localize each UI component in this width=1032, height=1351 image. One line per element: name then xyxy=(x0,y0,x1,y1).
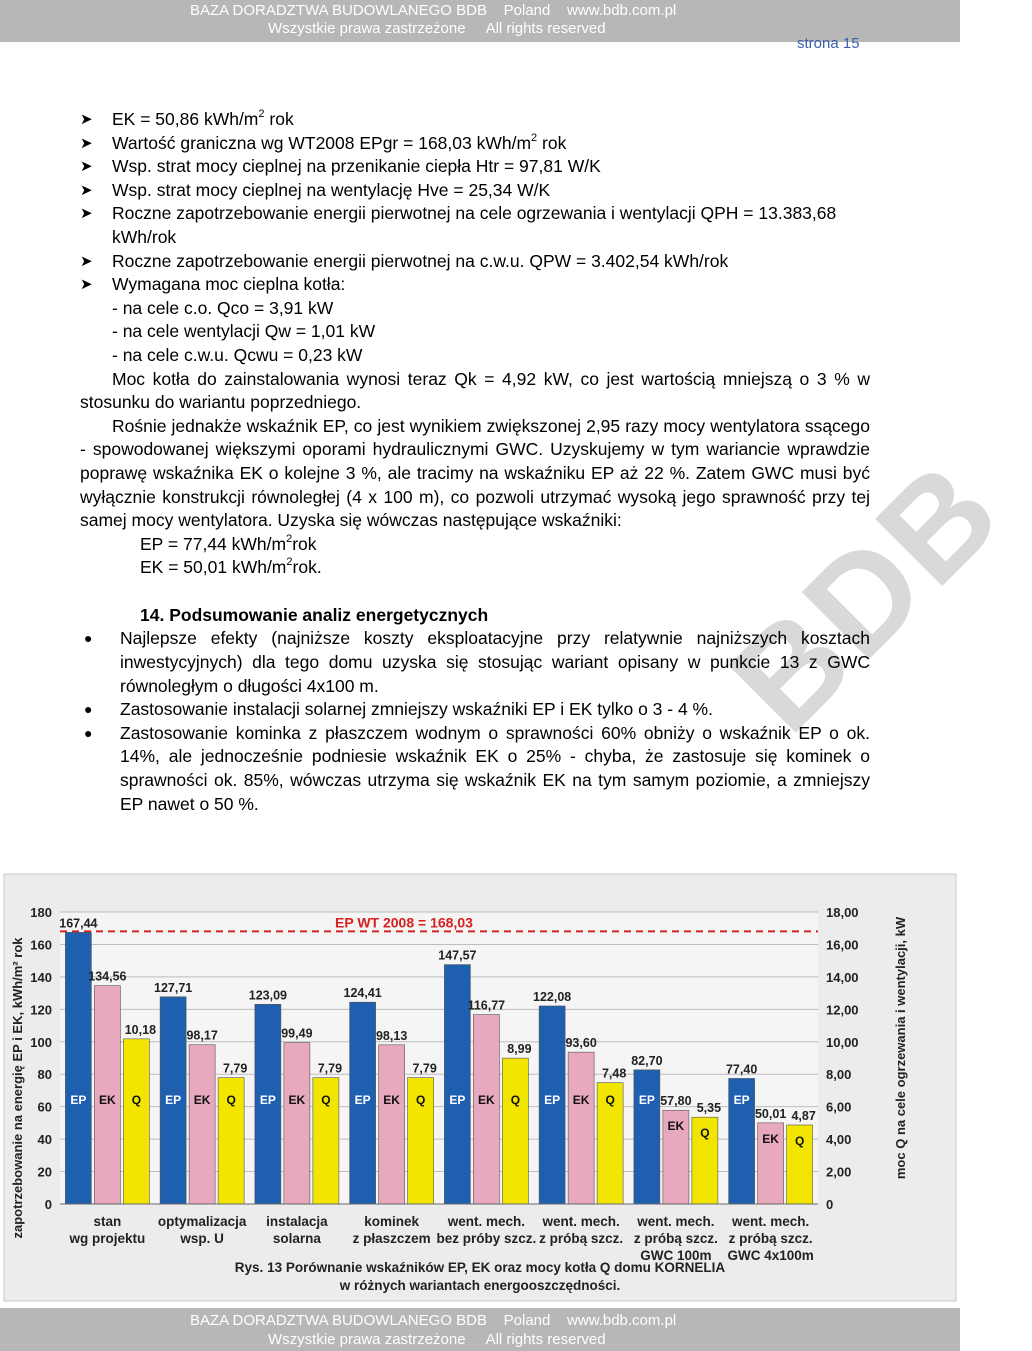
bar-ek xyxy=(284,1043,310,1204)
arrow-bullet-icon: ➤ xyxy=(80,181,93,199)
category-label: instalacja xyxy=(266,1214,328,1229)
y2-axis-label: moc Q na cele ogrzewania i wentylacji, kW xyxy=(893,916,908,1180)
data-label: 82,70 xyxy=(631,1053,663,1068)
bar-series-label: EP xyxy=(544,1093,561,1107)
bar-q xyxy=(502,1058,528,1204)
y-axis-label: zapotrzebowanie na energię EP i EK, kWh/m² rok xyxy=(10,937,25,1239)
data-label: 99,49 xyxy=(281,1026,313,1041)
bar-series-label: EK xyxy=(193,1093,211,1107)
data-label: 7,79 xyxy=(412,1061,437,1076)
y-tick-label: 100 xyxy=(30,1034,52,1050)
arrow-bullet-icon: ➤ xyxy=(80,158,93,176)
y2-tick-label: 6,00 xyxy=(826,1099,852,1115)
bar-series-label: EP xyxy=(638,1093,655,1107)
data-label: 7,48 xyxy=(601,1066,627,1081)
y2-tick-label: 10,00 xyxy=(826,1034,859,1050)
y2-tick-label: 14,00 xyxy=(826,969,859,985)
bar-series-label: EP xyxy=(733,1093,750,1107)
document-body xyxy=(80,108,870,816)
data-label: 4,87 xyxy=(791,1108,816,1123)
bar-series-label: EP xyxy=(354,1093,371,1107)
bar-series-label: Q xyxy=(794,1133,805,1148)
y2-tick-label: 12,00 xyxy=(826,1002,859,1018)
sub-line: - na cele wentylacji Qw = 1,01 kW xyxy=(112,321,376,342)
figure-caption: Rys. 13 Porównanie wskaźników EP, EK oraz mocy kotła Q domu KORNELIA xyxy=(234,1260,726,1275)
category-label: stan xyxy=(93,1214,122,1229)
arrow-bullet-icon: ➤ xyxy=(80,134,93,152)
list-item: ➤ Wartość graniczna wg WT2008 EPgr = 168,03 kWh/$m^2$ rok xyxy=(80,132,870,156)
data-label: 167,44 xyxy=(59,916,98,931)
category-label: z płaszczem xyxy=(352,1231,431,1246)
list-item: ➤ Wsp. strat mocy cieplnej na przenikanie ciepła Htr = 97,81 W/K xyxy=(80,155,870,179)
category-label: GWC 100m xyxy=(640,1248,712,1263)
list-item: ➤ Roczne zapotrzebowanie energii pierwotnej na cele ogrzewania i wentylacji QPH = 13.383,68 kWh/rok xyxy=(80,203,837,247)
y2-tick-label: 8,00 xyxy=(826,1067,852,1083)
data-label: 123,09 xyxy=(248,988,287,1003)
y-tick-label: 160 xyxy=(30,937,52,953)
category-label: went. mech. xyxy=(542,1214,620,1229)
list-item: ➤ Wsp. strat mocy cieplnej na wentylację Hve = 25,34 W/K xyxy=(80,179,870,203)
data-label: 122,08 xyxy=(533,989,572,1004)
dot-bullet-icon: ● xyxy=(84,630,93,647)
data-label: 10,18 xyxy=(124,1022,157,1037)
reference-label: EP WT 2008 = 168,03 xyxy=(335,914,473,931)
bar-series-label: Q xyxy=(131,1093,142,1107)
arrow-bullet-icon: ➤ xyxy=(80,205,93,223)
list-item: ● Zastosowanie kominka z płaszczem wodnym o sprawności 60% obniży o wskaźnik EP o ok. 14%, ale jednocześnie podniesie wskaźnik EK o 25% - chyba, że zastosuje się kominek o sprawności ok. 85%, wówczas utrzyma się wskaźnik EK na tym samym poziomie, a zmniejszy EP nawet o 50 %. xyxy=(84,722,870,814)
category-label: z próbą szcz. xyxy=(633,1231,718,1246)
page-number: strona 15 xyxy=(797,35,860,52)
y-tick-label: 120 xyxy=(30,1002,52,1018)
sub-line: - na cele c.w.u. Qcwu = 0,23 kW xyxy=(112,344,363,365)
y2-tick-label: 2,00 xyxy=(826,1164,852,1180)
paragraph: Moc kotła do zainstalowania wynosi teraz Qk = 4,92 kW, co jest wartością mniejszą o 3 % w stosunku do wariantu poprzedniego. xyxy=(80,368,870,413)
bar-series-label: EP xyxy=(259,1093,276,1107)
category-label: went. mech. xyxy=(447,1214,526,1229)
figure xyxy=(0,870,960,1305)
data-label: 98,13 xyxy=(375,1028,408,1043)
y-tick-label: 180 xyxy=(30,905,52,920)
ep-result: EP = 77,44 kWh/$m^2rok$ xyxy=(140,532,317,554)
data-label: 116,77 xyxy=(467,998,506,1013)
watermark: BDB xyxy=(701,431,1031,761)
arrow-bullet-icon: ➤ xyxy=(80,111,93,128)
y-tick-label: 60 xyxy=(37,1099,52,1115)
category-label: z próbą szcz. xyxy=(728,1231,813,1246)
category-label: bez próby szcz. xyxy=(436,1231,537,1246)
data-label: 5,35 xyxy=(696,1101,722,1116)
list-item: ● Najlepsze efekty (najniższe koszty eksploatacyjne przy relatywnie najniższych kosztach inwestycyjnych) dla tego domu uzyska się stosując wariant opisany w punkcie 13 z GWC równoległym o długości 4x100 m. xyxy=(84,628,870,696)
list-item: ➤ Roczne zapotrzebowanie energii pierwotnej na c.w.u. QPW = 3.402,54 kWh/rok xyxy=(80,250,870,274)
category-label: z próbą szcz. xyxy=(539,1231,624,1246)
bar-ek xyxy=(473,1015,499,1204)
data-label: 77,40 xyxy=(725,1062,758,1077)
dot-bullet-icon: ● xyxy=(84,724,93,741)
data-label: 7,79 xyxy=(222,1061,248,1076)
category-label: went. mech. xyxy=(637,1214,715,1229)
y2-tick-label: 0 xyxy=(826,1197,834,1212)
bar-ep xyxy=(444,965,470,1204)
bar-series-label: EK xyxy=(572,1093,590,1107)
page-footer xyxy=(0,1308,960,1351)
data-label: 57,80 xyxy=(660,1094,692,1109)
footer-line-2: Wszystkie prawa zastrzeżone All rights reserved xyxy=(268,1331,606,1348)
header-line-1: BAZA DORADZTWA BUDOWLANEGO BDB Poland www.bdb.com.pl xyxy=(190,2,677,19)
footer-line-1: BAZA DORADZTWA BUDOWLANEGO BDB Poland www.bdb.com.pl xyxy=(190,1312,677,1329)
category-label: wg projektu xyxy=(69,1231,146,1246)
list-item: ➤ EK = 50,86 kWh/$m^2$ rok xyxy=(80,108,870,132)
list-item: ● Zastosowanie instalacji solarnej zmniejszy wskaźniki EP i EK tylko o 3 - 4 %. xyxy=(80,698,870,722)
category-label: wsp. U xyxy=(180,1231,224,1246)
bar-series-label: Q xyxy=(415,1093,426,1107)
category-label: optymalizacja xyxy=(157,1214,247,1229)
data-label: 134,56 xyxy=(88,969,127,984)
bar-series-label: EP xyxy=(449,1093,466,1107)
y-tick-label: 140 xyxy=(30,969,52,985)
arrow-bullet-icon: ➤ xyxy=(80,252,93,270)
bar-series-label: Q xyxy=(700,1126,710,1141)
data-label: 8,99 xyxy=(507,1042,532,1057)
sub-line: - na cele c.o. Qco = 3,91 kW xyxy=(112,297,334,318)
bar-q xyxy=(123,1039,149,1204)
paragraph: Rośnie jednakże wskaźnik EP, co jest wynikiem zwiększonej 2,95 razy mocy wentylatora ssącego - spowodowanej większymi oporami hydraulicznymi GWC. Uzyskujemy w tym wariancie wprawdzie poprawę wskaźnika EK o kolejne 3 %, ale tracimy na wskaźniku EP aż 22 %. Zatem GWC musi być wyłącznie konstrukcji równoległej (4 x 100 m), co pozwoli utrzymać wysoką jego sprawność przy tej samej mocy wentylatora. Uzyska się wówczas następujące wskaźniki: xyxy=(80,415,870,531)
y2-tick-label: 16,00 xyxy=(826,937,859,953)
arrow-bullet-icon: ➤ xyxy=(80,276,93,294)
y-tick-label: 80 xyxy=(37,1067,52,1083)
data-label: 7,79 xyxy=(317,1061,343,1076)
bar-ek xyxy=(568,1052,594,1204)
section-heading: 14. Podsumowanie analiz energetycznych xyxy=(140,604,489,625)
bar-ep xyxy=(634,1070,660,1204)
data-label: 93,60 xyxy=(565,1036,597,1051)
bar-series-label: EK xyxy=(478,1093,495,1107)
category-label: kominek xyxy=(364,1214,420,1229)
bar-series-label: EK xyxy=(288,1093,306,1107)
bar-series-label: EP xyxy=(70,1093,87,1107)
data-label: 50,01 xyxy=(754,1106,787,1121)
bar-series-label: Q xyxy=(321,1093,331,1107)
y-tick-label: 20 xyxy=(37,1164,52,1180)
bar-series-label: EK xyxy=(762,1131,779,1146)
category-label: went. mech. xyxy=(731,1214,810,1229)
bar-ek xyxy=(189,1045,215,1204)
header-line-2: Wszystkie prawa zastrzeżone All rights reserved xyxy=(268,20,606,37)
data-label: 147,57 xyxy=(438,948,477,963)
data-label: 124,41 xyxy=(343,986,382,1001)
bar-series-label: Q xyxy=(605,1093,615,1107)
y-tick-label: 0 xyxy=(44,1197,52,1212)
bar-series-label: EP xyxy=(165,1093,182,1107)
bar-chart xyxy=(0,870,960,1305)
figure-caption: w różnych wariantach energooszczędności. xyxy=(339,1278,621,1293)
bar-series-label: EK xyxy=(99,1093,116,1107)
category-label: GWC 4x100m xyxy=(727,1248,814,1263)
y-tick-label: 40 xyxy=(37,1132,52,1148)
bar-series-label: Q xyxy=(226,1093,236,1107)
dot-bullet-icon: ● xyxy=(84,701,93,718)
bar-series-label: EK xyxy=(383,1093,400,1107)
data-label: 127,71 xyxy=(154,980,193,995)
y2-tick-label: 18,00 xyxy=(826,905,859,920)
category-label: solarna xyxy=(272,1231,321,1246)
bar-series-label: EK xyxy=(667,1119,685,1134)
bar-series-label: Q xyxy=(510,1093,521,1107)
bar-ek xyxy=(379,1045,405,1204)
y2-tick-label: 4,00 xyxy=(826,1132,852,1148)
data-label: 98,17 xyxy=(186,1028,218,1043)
list-item: ➤ Wymagana moc cieplna kotła: xyxy=(80,273,870,297)
ek-result: EK = 50,01 kWh/$m^2rok$. xyxy=(140,556,322,578)
